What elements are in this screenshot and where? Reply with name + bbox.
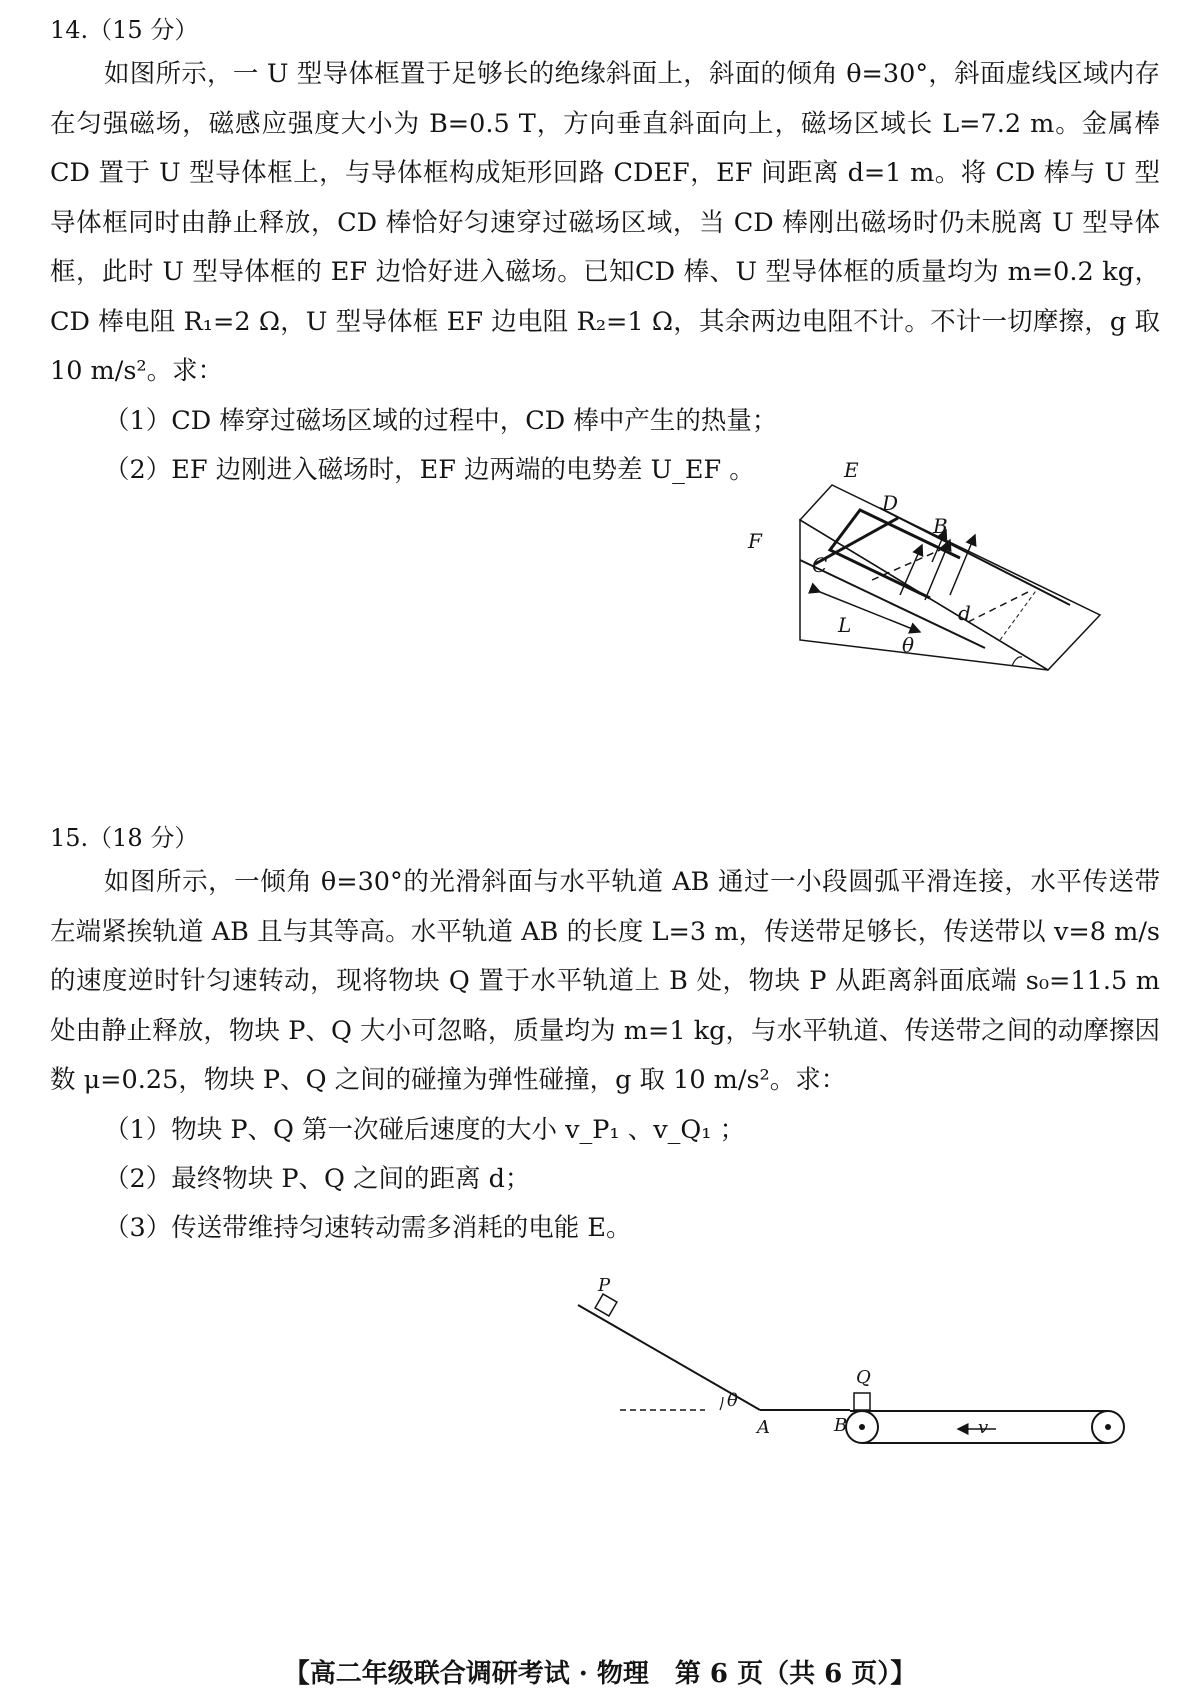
incline-top-face <box>800 485 1100 670</box>
label-theta: θ <box>727 1390 738 1411</box>
label-l: L <box>838 613 852 637</box>
label-f: F <box>748 529 762 553</box>
rail-upper <box>880 508 1070 605</box>
question-14-header: 14.（15 分） <box>50 16 199 44</box>
page-footer: 【高二年级联合调研考试 · 物理 第 6 页（共 6 页）】 <box>283 1659 917 1689</box>
question-15-part-3: （3）传送带维持匀速转动需多消耗的电能 E。 <box>104 1212 632 1243</box>
question-15 <box>50 820 1160 1253</box>
question-15-body: 如图所示，一倾角 θ=30°的光滑斜面与水平轨道 AB 通过一小段圆弧平滑连接，水平传送带左端紧挨轨道 AB 且与其等高。水平轨道 AB 的长度 L=3 m，传送带足够长，传送带以 v=8 m/s 的速度逆时针匀速转动，现将物块 Q 置于水平轨道上 B 处，物块 P 从距离斜面底端 s₀=11.5 m 处由静止释放，物块 P、Q 大小可忽略，质量均为 m=1 kg，与水平轨道、传送带之间的动摩擦因数 μ=0.25，物块 P、Q 之间的碰撞为弹性碰撞，g 取 10 m/s²。求： <box>50 867 1160 1095</box>
question-15-part-2: （2）最终物块 P、Q 之间的距离 d； <box>104 1163 531 1194</box>
rod-cd <box>815 518 898 564</box>
label-b: B <box>933 514 948 538</box>
question-14-part-1: （1）CD 棒穿过磁场区域的过程中，CD 棒中产生的热量； <box>104 405 778 436</box>
pulley-axle-left <box>859 1424 865 1430</box>
label-q: Q <box>856 1367 871 1388</box>
label-c: C <box>812 553 828 577</box>
label-a: A <box>757 1417 770 1438</box>
angle-arc <box>1012 657 1022 666</box>
question-14-body: 如图所示，一 U 型导体框置于足够长的绝缘斜面上，斜面的倾角 θ=30°，斜面虚线区域内存在匀强磁场，磁感应强度大小为 B=0.5 T，方向垂直斜面向上，磁场区域长 L=7.2 m。金属棒 CD 置于 U 型导体框上，与导体框构成矩形回路 CDEF，EF 间距离 d=1 m。将 CD 棒与 U 型导体框同时由静止释放，CD 棒恰好匀速穿过磁场区域，当 CD 棒刚出磁场时仍未脱离 U 型导体框，此时 U 型导体框的 EF 边恰好进入磁场。已知CD 棒、U 型导体框的质量均为 m=0.2 kg，CD 棒电阻 R₁=2 Ω，U 型导体框 EF 边电阻 R₂=1 Ω，其余两边电阻不计。不计一切摩擦，g 取 10 m/s²。求： <box>50 59 1160 386</box>
angle-arc <box>720 1397 723 1410</box>
incline-frame-diagram <box>748 458 1180 720</box>
label-b: B <box>834 1415 848 1436</box>
label-p: P <box>598 1275 611 1296</box>
label-d: d <box>958 601 971 625</box>
question-14-part-2: （2）EF 边刚进入磁场时，EF 边两端的电势差 U_EF 。 <box>104 454 755 485</box>
label-d-point: D <box>882 491 899 515</box>
label-theta: θ <box>902 633 915 657</box>
figure-15-incline-conveyor <box>598 1275 1160 1479</box>
question-14 <box>50 12 1160 495</box>
figure-14-incline-magnetic-field <box>748 458 1180 724</box>
label-v: v <box>978 1417 989 1438</box>
label-e: E <box>844 458 859 482</box>
distance-d-line <box>1000 588 1038 640</box>
block-q <box>854 1393 870 1410</box>
field-boundary-lower <box>968 590 1032 622</box>
incline-conveyor-diagram <box>598 1275 1160 1475</box>
question-15-part-1: （1）物块 P、Q 第一次碰后速度的大小 v_P₁ 、v_Q₁ ； <box>104 1114 746 1145</box>
block-p <box>595 1294 617 1316</box>
question-15-header: 15.（18 分） <box>50 824 199 852</box>
pulley-axle-right <box>1105 1424 1111 1430</box>
length-l-arrow <box>820 592 920 632</box>
